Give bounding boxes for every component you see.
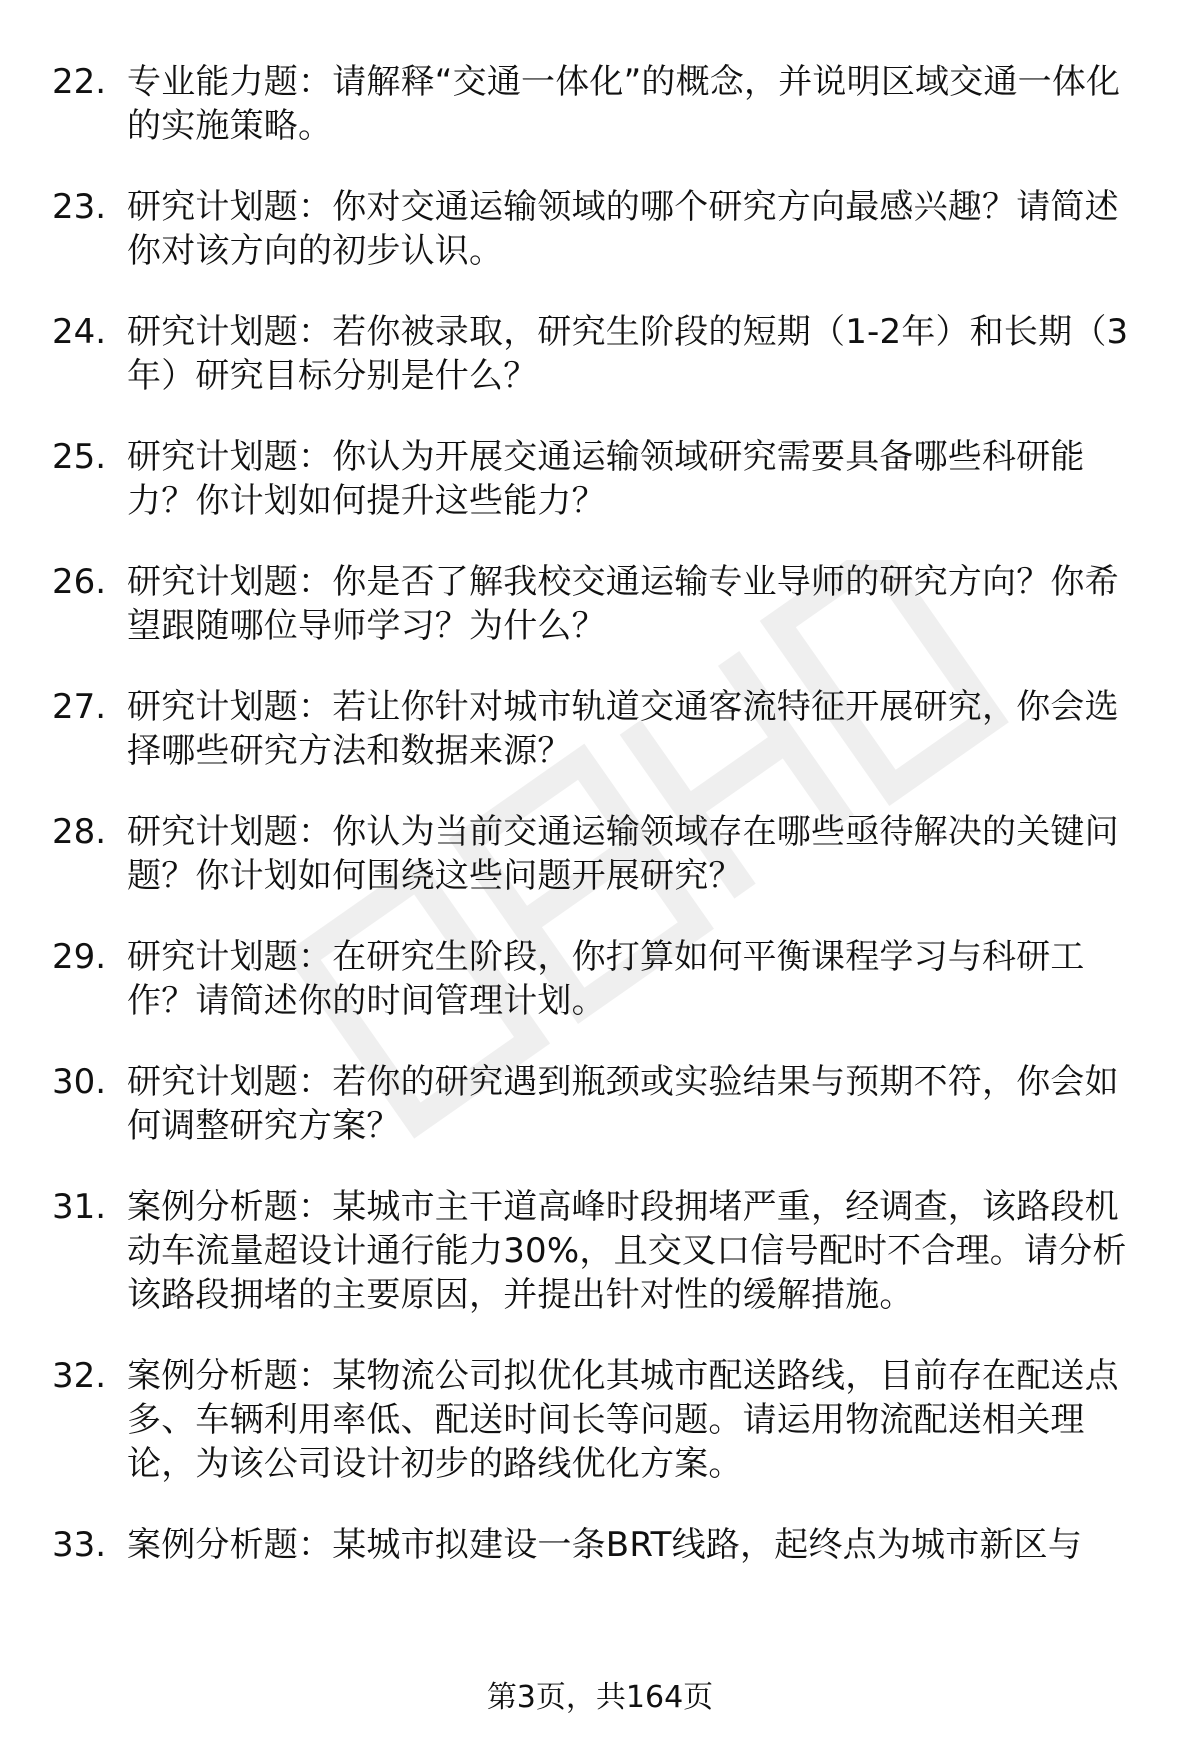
question-list: [0, 60, 1200, 1604]
question-text: 案例分析题：某物流公司拟优化其城市配送路线，目前存在配送点多、车辆利用率低、配送时间长等问题。请运用物流配送相关理论，为该公司设计初步的路线优化方案。: [127, 1356, 1119, 1484]
question-number: 27.: [52, 687, 107, 727]
question-item: [0, 60, 1200, 148]
question-text: 研究计划题：你认为当前交通运输领域存在哪些亟待解决的关键问题？你计划如何围绕这些问题开展研究？: [127, 812, 1119, 896]
question-number: 24.: [52, 312, 107, 352]
question-item: [0, 1060, 1200, 1148]
question-text: 研究计划题：在研究生阶段，你打算如何平衡课程学习与科研工作？请简述你的时间管理计划。: [127, 937, 1085, 1021]
question-item: [0, 935, 1200, 1023]
question-number: 33.: [52, 1525, 107, 1565]
question-item: [0, 1354, 1200, 1486]
question-number: 30.: [52, 1062, 107, 1102]
question-item: [0, 810, 1200, 898]
question-number: 32.: [52, 1356, 107, 1396]
question-number: 23.: [52, 187, 107, 227]
question-item: [0, 685, 1200, 773]
question-text: 研究计划题：你认为开展交通运输领域研究需要具备哪些科研能力？你计划如何提升这些能力？: [127, 437, 1085, 521]
question-number: 29.: [52, 937, 107, 977]
page-number-label: 第3页，共164页: [486, 1680, 714, 1715]
question-number: 26.: [52, 562, 107, 602]
question-text: 研究计划题：你对交通运输领域的哪个研究方向最感兴趣？请简述你对该方向的初步认识。: [127, 187, 1119, 271]
question-text: 专业能力题：请解释“交通一体化”的概念，并说明区域交通一体化的实施策略。: [127, 62, 1121, 146]
question-number: 22.: [52, 62, 107, 102]
page-footer: [0, 1678, 1200, 1718]
question-item: [0, 310, 1200, 398]
question-number: 25.: [52, 437, 107, 477]
question-number: 28.: [52, 812, 107, 852]
question-text: 案例分析题：某城市主干道高峰时段拥堵严重，经调查，该路段机动车流量超设计通行能力30%，且交叉口信号配时不合理。请分析该路段拥堵的主要原因，并提出针对性的缓解措施。: [127, 1187, 1127, 1315]
question-text: 研究计划题：若让你针对城市轨道交通客流特征开展研究，你会选择哪些研究方法和数据来源？: [127, 687, 1119, 771]
question-item: [0, 185, 1200, 273]
question-item: [0, 1523, 1200, 1567]
question-text: 研究计划题：若你被录取，研究生阶段的短期（1-2年）和长期（3年）研究目标分别是什么？: [127, 312, 1129, 396]
question-item: [0, 435, 1200, 523]
question-text: 研究计划题：你是否了解我校交通运输专业导师的研究方向？你希望跟随哪位导师学习？为什么？: [127, 562, 1119, 646]
question-item: [0, 1185, 1200, 1317]
question-text: 研究计划题：若你的研究遇到瓶颈或实验结果与预期不符，你会如何调整研究方案？: [127, 1062, 1119, 1146]
question-number: 31.: [52, 1187, 107, 1227]
question-text: 案例分析题：某城市拟建设一条BRT线路，起终点为城市新区与: [127, 1525, 1083, 1565]
question-item: [0, 560, 1200, 648]
